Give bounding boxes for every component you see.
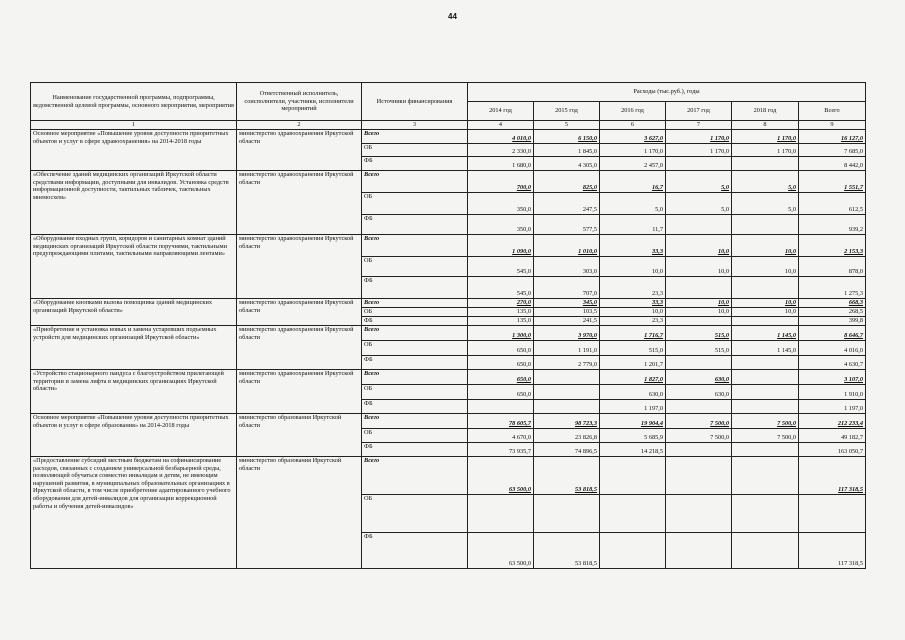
expense-value: 103,5 — [534, 308, 600, 317]
expense-value: 668,3 — [799, 299, 866, 308]
table-row — [31, 414, 866, 429]
funding-source: ФБ — [362, 356, 468, 370]
header-year: Всего — [799, 102, 866, 121]
expense-value: 98 723,3 — [534, 414, 600, 429]
expense-value: 10,0 — [732, 235, 799, 257]
funding-source: Всего — [362, 370, 468, 385]
expense-value — [600, 533, 666, 569]
expense-value — [600, 457, 666, 495]
expense-value: 19 904,4 — [600, 414, 666, 429]
expense-value: 63 500,0 — [468, 533, 534, 569]
expense-value: 135,0 — [468, 317, 534, 326]
expense-value: 3 627,0 — [600, 130, 666, 144]
expense-value: 2 779,0 — [534, 356, 600, 370]
expense-value: 7 685,0 — [799, 144, 866, 157]
expense-value: 5,0 — [666, 171, 732, 193]
header-year: 2017 год — [666, 102, 732, 121]
expense-value: 10,0 — [666, 235, 732, 257]
expense-value: 1 845,0 — [534, 144, 600, 157]
funding-source: ОБ — [362, 429, 468, 443]
expense-value — [666, 533, 732, 569]
expense-value: 74 896,5 — [534, 443, 600, 457]
expense-value: 1 910,0 — [799, 385, 866, 400]
expense-value: 630,0 — [666, 385, 732, 400]
expense-value: 6 150,0 — [534, 130, 600, 144]
expense-value: 5,0 — [600, 193, 666, 215]
funding-source: ФБ — [362, 157, 468, 171]
expense-value: 1 010,0 — [534, 235, 600, 257]
expense-value: 630,0 — [600, 385, 666, 400]
expense-value: 2 457,0 — [600, 157, 666, 171]
expense-value: 10,0 — [600, 257, 666, 277]
expense-value: 5,0 — [732, 171, 799, 193]
expense-value: 650,0 — [468, 370, 534, 385]
column-number: 7 — [666, 121, 732, 130]
header-year: 2018 год — [732, 102, 799, 121]
table-row — [31, 235, 866, 257]
funding-source: Всего — [362, 414, 468, 429]
expense-value — [732, 495, 799, 533]
expense-value: 63 500,0 — [468, 457, 534, 495]
funding-source: ФБ — [362, 277, 468, 299]
expense-value: 4 305,0 — [534, 157, 600, 171]
expense-value: 650,0 — [468, 341, 534, 356]
expense-value: 5 685,9 — [600, 429, 666, 443]
column-number: 8 — [732, 121, 799, 130]
expense-value — [534, 400, 600, 414]
expense-value — [732, 277, 799, 299]
column-number: 3 — [362, 121, 468, 130]
expense-value: 1 170,0 — [732, 130, 799, 144]
funding-source: ОБ — [362, 193, 468, 215]
expense-value: 350,0 — [468, 193, 534, 215]
expense-value: 10,0 — [666, 257, 732, 277]
column-number: 9 — [799, 121, 866, 130]
activity-executor: министерство здравоохранения Иркутской области — [237, 130, 362, 171]
expense-value: 350,0 — [468, 215, 534, 235]
expense-value: 4 670,0 — [468, 429, 534, 443]
expense-value: 1 551,7 — [799, 171, 866, 193]
expense-value: 1 191,0 — [534, 341, 600, 356]
expense-value: 78 605,7 — [468, 414, 534, 429]
expense-value — [666, 495, 732, 533]
column-number: 5 — [534, 121, 600, 130]
expense-value: 2 153,3 — [799, 235, 866, 257]
funding-source: ОБ — [362, 385, 468, 400]
expense-value — [666, 356, 732, 370]
expense-value: 650,0 — [468, 356, 534, 370]
expense-value: 303,0 — [534, 257, 600, 277]
expense-value: 10,0 — [600, 308, 666, 317]
activity-name: «Предоставление субсидий местным бюджетам на софинансирование расходов, связанных с созданием универсальной безбарьерной среды, позволяющей обучаться совместно инвалидам и детям, не имеющим нарушений развития, в муниципальных образовательных организациях в Иркутской области, в том числе приобретение адаптированного учебного оборудования для детей-инвалидов для организации коррекционной работы и обучения детей-инвалидов» — [31, 457, 237, 569]
funding-source: ФБ — [362, 443, 468, 457]
expense-value: 268,5 — [799, 308, 866, 317]
expense-value — [732, 356, 799, 370]
expense-value: 939,2 — [799, 215, 866, 235]
expense-value: 515,0 — [666, 326, 732, 341]
expense-value: 1 170,0 — [666, 130, 732, 144]
expense-value: 345,0 — [534, 299, 600, 308]
expense-value: 10,0 — [732, 299, 799, 308]
expense-value: 7 500,0 — [732, 429, 799, 443]
expense-value — [732, 385, 799, 400]
activity-name: «Устройство стационарного пандуса с благоустройством прилегающей территории и замена лифта в медицинских организациях Иркутской области» — [31, 370, 237, 414]
funding-source: ОБ — [362, 257, 468, 277]
expense-value: 2 330,0 — [468, 144, 534, 157]
funding-source: Всего — [362, 235, 468, 257]
expense-value — [732, 317, 799, 326]
header-year: 2014 год — [468, 102, 534, 121]
expense-value: 577,5 — [534, 215, 600, 235]
expense-value: 1 716,7 — [600, 326, 666, 341]
expense-value: 1 145,0 — [732, 341, 799, 356]
expense-value: 515,0 — [600, 341, 666, 356]
expense-value: 630,0 — [666, 370, 732, 385]
activity-executor: министерство здравоохранения Иркутской области — [237, 235, 362, 299]
header-executor: Ответственный исполнитель, соисполнители, участники, исполнители мероприятий — [237, 83, 362, 121]
expense-value: 3 970,0 — [534, 326, 600, 341]
expense-value: 7 500,0 — [666, 429, 732, 443]
expense-value: 4 630,7 — [799, 356, 866, 370]
expense-value: 4 010,0 — [468, 130, 534, 144]
expense-value: 270,0 — [468, 299, 534, 308]
expense-value — [732, 215, 799, 235]
expense-value — [534, 385, 600, 400]
activity-name: «Обеспечение зданий медицинских организаций Иркутской области средствами информации, доступными для инвалидов. Установка средств информационной доступности, тактильных табличек, тактильных мнемосхем» — [31, 171, 237, 235]
funding-source: ФБ — [362, 400, 468, 414]
header-source: Источники финансирования — [362, 83, 468, 121]
column-number: 6 — [600, 121, 666, 130]
expense-value: 5,0 — [732, 193, 799, 215]
funding-source: Всего — [362, 130, 468, 144]
expense-value — [666, 157, 732, 171]
funding-source: Всего — [362, 171, 468, 193]
column-number: 2 — [237, 121, 362, 130]
expense-value: 117 318,5 — [799, 457, 866, 495]
funding-source: ОБ — [362, 341, 468, 356]
expense-value: 700,0 — [468, 171, 534, 193]
funding-source: ОБ — [362, 144, 468, 157]
expense-value: 3 107,0 — [799, 370, 866, 385]
expense-value: 16 127,0 — [799, 130, 866, 144]
page-number: 44 — [448, 12, 457, 21]
expense-value: 10,0 — [666, 308, 732, 317]
header-year: 2016 год — [600, 102, 666, 121]
activity-executor: министерство образования Иркутской области — [237, 457, 362, 569]
table-row — [31, 326, 866, 341]
expense-value: 1 090,0 — [468, 235, 534, 257]
expense-value: 23 826,8 — [534, 429, 600, 443]
activity-executor: министерство здравоохранения Иркутской области — [237, 171, 362, 235]
expense-value: 7 500,0 — [666, 414, 732, 429]
expense-value: 1 827,0 — [600, 370, 666, 385]
expense-value: 399,8 — [799, 317, 866, 326]
expense-value — [666, 400, 732, 414]
expense-value: 135,0 — [468, 308, 534, 317]
expense-value: 53 818,5 — [534, 457, 600, 495]
expense-value — [732, 443, 799, 457]
expense-value: 8 442,0 — [799, 157, 866, 171]
activity-executor: министерство образования Иркутской области — [237, 414, 362, 457]
table-row — [31, 299, 866, 308]
funding-source: Всего — [362, 457, 468, 495]
expense-value — [732, 400, 799, 414]
column-number: 4 — [468, 121, 534, 130]
expense-value: 53 818,5 — [534, 533, 600, 569]
expense-value — [600, 495, 666, 533]
expense-value — [666, 457, 732, 495]
expense-value — [799, 495, 866, 533]
expense-value: 707,0 — [534, 277, 600, 299]
expense-value: 33,3 — [600, 299, 666, 308]
expense-value: 1 145,0 — [732, 326, 799, 341]
expense-value: 4 016,0 — [799, 341, 866, 356]
table-row — [31, 457, 866, 495]
expense-value — [666, 443, 732, 457]
expense-value: 10,0 — [732, 257, 799, 277]
expense-value: 11,7 — [600, 215, 666, 235]
expense-value — [468, 400, 534, 414]
expense-value: 545,0 — [468, 257, 534, 277]
activity-name: Основное мероприятие «Повышение уровня доступности приоритетных объектов и услуг в сфере образования» на 2014-2018 годы — [31, 414, 237, 457]
expense-value: 1 300,0 — [468, 326, 534, 341]
expense-value — [732, 370, 799, 385]
table-row — [31, 130, 866, 144]
activity-name: Основное мероприятие «Повышение уровня доступности приоритетных объектов и услуг в сфере здравоохранения» на 2014-2018 годы — [31, 130, 237, 171]
expense-value: 163 050,7 — [799, 443, 866, 457]
activity-name: «Оборудование кнопками вызова помощника зданий медицинских организаций Иркутской области» — [31, 299, 237, 326]
expense-value: 1 680,0 — [468, 157, 534, 171]
expense-value: 7 500,0 — [732, 414, 799, 429]
expense-value: 650,0 — [468, 385, 534, 400]
funding-source: ФБ — [362, 317, 468, 326]
expense-value: 5,0 — [666, 193, 732, 215]
expense-value: 1 275,3 — [799, 277, 866, 299]
expense-value: 241,5 — [534, 317, 600, 326]
expense-value — [666, 277, 732, 299]
expense-value: 1 170,0 — [732, 144, 799, 157]
expense-value — [666, 317, 732, 326]
expense-value: 23,3 — [600, 277, 666, 299]
expense-value: 117 318,5 — [799, 533, 866, 569]
funding-source: ФБ — [362, 215, 468, 235]
expense-value: 1 170,0 — [600, 144, 666, 157]
funding-source: ОБ — [362, 308, 468, 317]
activity-executor: министерство здравоохранения Иркутской области — [237, 370, 362, 414]
activity-name: «Приобретение и установка новых и замена устаревших подъемных устройств для медицинских организаций Иркутской области» — [31, 326, 237, 370]
expense-value — [732, 157, 799, 171]
funding-source: Всего — [362, 326, 468, 341]
funding-source: Всего — [362, 299, 468, 308]
expense-value: 10,0 — [666, 299, 732, 308]
funding-source: ОБ — [362, 495, 468, 533]
expense-value: 1 170,0 — [666, 144, 732, 157]
expense-value: 825,0 — [534, 171, 600, 193]
expense-value: 10,0 — [732, 308, 799, 317]
header-expenses: Расходы (тыс.руб.), годы — [468, 83, 866, 102]
expense-value — [468, 495, 534, 533]
expense-value — [666, 215, 732, 235]
expense-value: 23,3 — [600, 317, 666, 326]
expense-value: 14 218,5 — [600, 443, 666, 457]
expense-value — [732, 533, 799, 569]
expense-value: 1 201,7 — [600, 356, 666, 370]
activity-executor: министерство здравоохранения Иркутской области — [237, 299, 362, 326]
table-row — [31, 171, 866, 193]
header-name: Наименование государственной программы, подпрограммы, ведомственной целевой программы, основного мероприятия, мероприятия — [31, 83, 237, 121]
expense-value: 878,0 — [799, 257, 866, 277]
table-row — [31, 370, 866, 385]
column-number: 1 — [31, 121, 237, 130]
header-year: 2015 год — [534, 102, 600, 121]
expense-value: 545,0 — [468, 277, 534, 299]
expense-value: 1 197,0 — [799, 400, 866, 414]
expense-value: 73 935,7 — [468, 443, 534, 457]
activity-name: «Оборудование входных групп, коридоров и санитарных комнат зданий медицинских организаций Иркутской области поручнями, тактильными предупреждающими плитами, тактильными направляющими лентами» — [31, 235, 237, 299]
expense-value — [534, 495, 600, 533]
expense-value: 515,0 — [666, 341, 732, 356]
expense-value: 33,3 — [600, 235, 666, 257]
expense-value — [732, 457, 799, 495]
expense-value: 612,5 — [799, 193, 866, 215]
funding-source: ФБ — [362, 533, 468, 569]
expense-value — [534, 370, 600, 385]
financing-table — [30, 82, 866, 569]
expense-value: 247,5 — [534, 193, 600, 215]
expense-value: 8 646,7 — [799, 326, 866, 341]
expense-value: 1 197,0 — [600, 400, 666, 414]
expense-value: 49 182,7 — [799, 429, 866, 443]
activity-executor: министерство здравоохранения Иркутской области — [237, 326, 362, 370]
expense-value: 212 233,4 — [799, 414, 866, 429]
expense-value: 16,7 — [600, 171, 666, 193]
